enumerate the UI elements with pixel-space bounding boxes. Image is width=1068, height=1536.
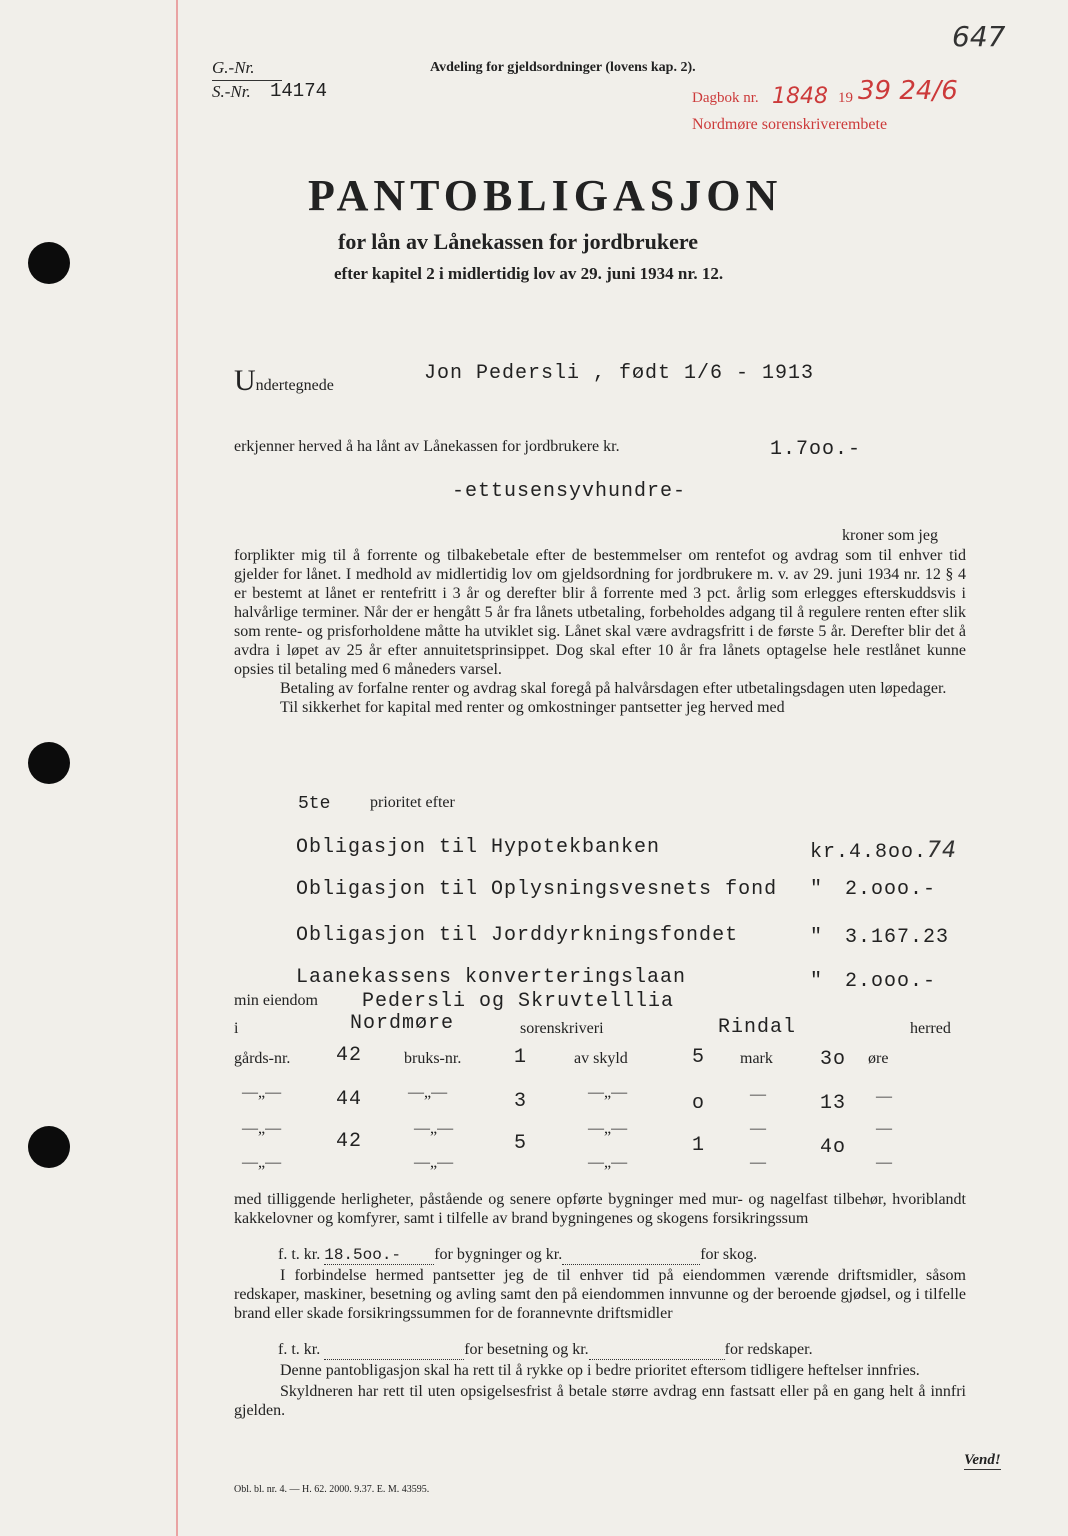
gardsnr-value: 44: [336, 1088, 363, 1111]
appurtenances-paragraph: [234, 1190, 966, 1228]
ditto-mark: —„—: [242, 1120, 282, 1137]
equipment-paragraph: [234, 1266, 966, 1323]
loan-amount: 1.7oo.-: [770, 438, 862, 461]
gardsnr-value: 42: [336, 1130, 363, 1153]
amount-value: 2.ooo.-: [845, 970, 937, 993]
amount-prefix: ": [810, 926, 824, 949]
signer-name: Jon Pedersli , født 1/6 - 1913: [424, 362, 815, 385]
prepayment-text: Skyldneren har rett til uten opsigelsesfrist å betale større avdrag enn fastsatt eller på en gang helt å innfri gjelden.: [234, 1383, 966, 1419]
bruksnr-label: bruks-nr.: [404, 1050, 462, 1067]
ditto-mark: —„—: [414, 1120, 454, 1137]
priority-rank: 5te: [298, 794, 331, 814]
ditto-mark: —„—: [408, 1084, 448, 1101]
obligation-name: Laanekassens konverteringslaan: [296, 966, 687, 989]
eiendom-label: min eiendom: [234, 992, 318, 1009]
terms-paragraph: forplikter mig til å forrente og tilbakebetale efter de bestemmelser om rentefot og avdrag som til enhver tid gjelder for lånet. I medhold av midlertidig lov om gjeldsordning for jordbrukere m. v. av 29. juni 1934 nr. 12 § 4 er bestemt at lånet er rentefritt i 3 år og derefter blir å forrente med 3 pct. årlig som erlegges efterskuddsvis i halvårlige terminer. Når der er hengått 5 år fra lånets utbetaling, forbeholdes adgang til å regulere renten efter slik som rente- og prisforholdene måtte ha utviklet sig. Lånet skal være avdragsfritt i de første 5 år. Derefter blir det å avdra i løpet av 25 år efter annuitetsprinsippet. Dog skal efter 10 år fra lånets optagelse hele restlånet kunne opsies til betaling med 6 måneders varsel.: [234, 547, 966, 678]
year-handwritten: 39 24/6: [858, 76, 958, 106]
loan-terms: [234, 546, 966, 717]
amount-value: 2.ooo.-: [845, 878, 937, 901]
equipment-insurance-line: [278, 1341, 813, 1360]
department-heading: Avdeling for gjeldsordninger (lovens kap. 2).: [430, 60, 696, 75]
signer-label: Undertegnede: [234, 364, 334, 397]
year-prefix: 19: [838, 90, 853, 106]
bruksnr-value: 5: [514, 1132, 528, 1155]
ditto-mark: —„—: [588, 1120, 628, 1137]
insurance-line: [278, 1246, 757, 1265]
ditto-mark: —„—: [588, 1154, 628, 1171]
amount-handwritten: 74: [927, 838, 958, 863]
dash-mark: —: [750, 1120, 766, 1137]
amount-in-words: -ettusensyvhundre-: [452, 480, 687, 503]
final-paragraphs: [234, 1361, 966, 1420]
security-paragraph: Til sikkerhet for kapital med renter og omkostninger pantsetter jeg herved med: [280, 699, 785, 716]
dash-mark: —: [750, 1154, 766, 1171]
obligation-name: Obligasjon til Hypotekbanken: [296, 836, 661, 859]
tools-value-blank: [589, 1341, 725, 1360]
mark-value: o: [692, 1092, 706, 1115]
skyld-label: av skyld: [574, 1050, 628, 1067]
margin-line: [176, 0, 178, 1536]
obligation-name: Obligasjon til Jorddyrkningsfondet: [296, 924, 739, 947]
ore-label: øre: [868, 1050, 889, 1067]
ft2-livestock-label: for besetning og kr.: [464, 1341, 589, 1358]
obligation-name: Obligasjon til Oplysningsvesnets fond: [296, 878, 778, 901]
kroner-line: kroner som jeg: [842, 527, 938, 544]
gnr-label: G.-Nr.: [212, 58, 255, 77]
equipment-text: I forbindelse hermed pantsetter jeg de til enhver tid på eiendommen værende driftsmidler, såsom redskaper, maskiner, besetning og avling samt den på eiendommen innvunne og der beroende gjødsel, og i tilfelle brand eller skade forsikringssummen for de forannevnte driftsmidler: [234, 1267, 966, 1322]
dash-mark: —: [876, 1088, 892, 1105]
law-reference: efter kapitel 2 i midlertidig lov av 29. juni 1934 nr. 12.: [334, 264, 724, 283]
payment-paragraph: Betaling av forfalne renter og avdrag skal foregå på halvårsdagen efter utbetalingsdagen uten løpedager.: [280, 680, 947, 697]
amount-value: 4.8oo.: [849, 841, 928, 864]
ore-value: 13: [820, 1092, 847, 1115]
bruksnr-value: 1: [514, 1046, 528, 1069]
ore-value: 4o: [820, 1136, 847, 1159]
dash-mark: —: [876, 1154, 892, 1171]
herred-label: herred: [910, 1020, 951, 1037]
ft-label: f. t. kr.: [278, 1246, 321, 1263]
sorenskriveri-label: sorenskriveri: [520, 1020, 604, 1037]
livestock-value-blank: [324, 1341, 464, 1360]
ft2-label: f. t. kr.: [278, 1341, 321, 1358]
form-footer: Obl. bl. nr. 4. — H. 62. 2000. 9.37. E. M. 43595.: [234, 1484, 430, 1495]
dash-mark: —: [876, 1120, 892, 1137]
district-name: Nordmøre: [350, 1012, 455, 1035]
snr-value: 14174: [270, 80, 328, 102]
ditto-mark: —„—: [414, 1154, 454, 1171]
obligation-amount: [810, 838, 957, 864]
obligation-amount: [810, 970, 936, 993]
turn-over-note: Vend!: [964, 1452, 1001, 1468]
punch-hole-middle: [28, 742, 70, 784]
ditto-mark: —„—: [242, 1154, 282, 1171]
dash-mark: —: [750, 1086, 766, 1103]
herred-name: Rindal: [718, 1016, 797, 1039]
mark-value: 5: [692, 1046, 706, 1069]
gardsnr-label: gårds-nr.: [234, 1050, 291, 1067]
ore-value: 3o: [820, 1048, 847, 1071]
mark-value: 1: [692, 1134, 706, 1157]
dagbok-label: Dagbok nr.: [692, 90, 759, 106]
ditto-mark: —„—: [588, 1084, 628, 1101]
dagbok-number: 1848: [772, 84, 828, 109]
amount-prefix: ": [810, 970, 824, 993]
eiendom-name: Pedersli og Skruvtelllia: [362, 990, 675, 1013]
page-number: 647: [952, 20, 1006, 53]
priority-advance-text: Denne pantobligasjon skal ha rett til å rykke op i bedre prioritet eftersom tidligere heftelser innfries.: [280, 1362, 920, 1379]
priority-label: prioritet efter: [370, 794, 455, 811]
punch-hole-top: [28, 242, 70, 284]
obligation-amount: [810, 878, 936, 901]
document-subtitle: for lån av Lånekassen for jordbrukere: [338, 229, 698, 254]
mark-label: mark: [740, 1050, 773, 1067]
punch-hole-bottom: [28, 1126, 70, 1168]
amount-prefix: ": [810, 878, 824, 901]
obligation-amount: [810, 926, 949, 949]
amount-prefix: kr.: [810, 841, 850, 864]
document-title: PANTOBLIGASJON: [308, 171, 783, 220]
i-label: i: [234, 1020, 239, 1037]
amount-value: 3.167.23: [845, 926, 950, 949]
office-stamp: Nordmøre sorenskriverembete: [692, 116, 888, 133]
building-insurance-value: 18.5oo.-: [324, 1246, 434, 1265]
ft2-tools-label: for redskaper.: [724, 1341, 813, 1358]
ft-buildings-label: for bygninger og kr.: [434, 1246, 563, 1263]
ft-forest-label: for skog.: [700, 1246, 758, 1263]
snr-label: S.-Nr.: [212, 82, 251, 101]
appurtenances-text: med tilliggende herligheter, påstående og senere opførte bygninger med mur- og nagelfast tilbehør, hvoriblandt kakkelovner og komfyrer, samt i tilfelle av brand bygningenes og skogens forsikringssum: [234, 1191, 966, 1227]
gardsnr-value: 42: [336, 1044, 363, 1067]
ditto-mark: —„—: [242, 1084, 282, 1101]
forest-value-blank: [562, 1246, 700, 1265]
bruksnr-value: 3: [514, 1090, 528, 1113]
acknowledge-text: erkjenner herved å ha lånt av Lånekassen for jordbrukere kr.: [234, 438, 620, 455]
signer-label-rest: ndertegnede: [255, 377, 334, 394]
